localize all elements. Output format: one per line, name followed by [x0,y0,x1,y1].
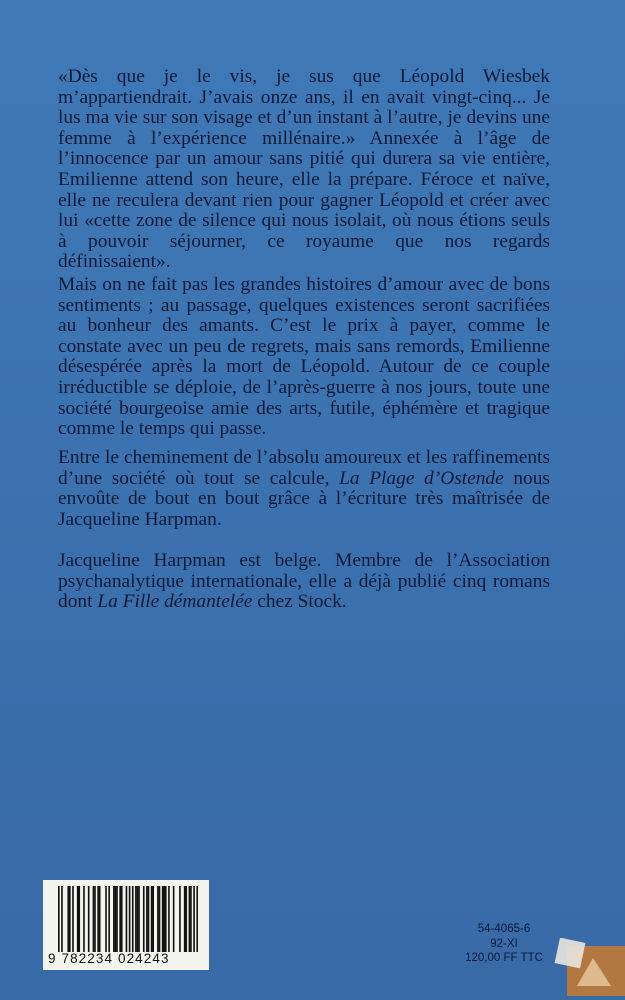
blurb-paragraph-2 [58,275,550,440]
barcode-bar [196,886,198,952]
barcode-bar [88,886,90,952]
barcode-bar [185,886,187,952]
barcode-bar [126,886,128,952]
barcode-bar [162,886,164,952]
barcode-bar [94,886,96,952]
barcode-bar [69,886,71,952]
barcode-bar [152,886,154,952]
isbn-digits: 9 782234 024243 [48,951,170,966]
barcode-bar [72,886,74,952]
barcode-bar [143,886,145,952]
barcode-bar [78,886,80,952]
barcode-bar [189,886,191,952]
barcode-bar [159,886,161,952]
barcode-bar [146,886,148,952]
barcode-bar [121,886,123,952]
watermark-logo [553,938,625,996]
barcode-bar [168,886,170,952]
blurb-paragraph-text [58,448,550,530]
blurb-text-run: «Dès que je le vis, je sus que Léopold Wiesbek m’appartiendrait. J’avais onze ans, il en avait vingt-cinq... Je lus ma vie sur son visage et d’un instant à l’autre, je devins une femme à l’expérience millénaire.» Annexée à l’âge de l’innocence par un amour sans pitié qui durera sa vie entière, Emilienne attend son heure, elle la prépare. Féroce et naïve, elle ne reculera devant rien pour gagner Léopold et créer avec lui «cette zone de silence qui nous isolait, où nous étions seuls à pouvoir séjourner, ce royaume que nos regards définissaient». [58,66,550,273]
barcode-bar [77,886,79,952]
barcode-bar [173,886,175,952]
barcode-bar [193,886,195,952]
barcode-bar [137,886,139,952]
barcode-bar [113,886,115,952]
barcode-bar [99,886,101,952]
blurb-paragraph-text [58,275,550,440]
barcode-bar [115,886,117,952]
barcode-bar [165,886,167,952]
barcode-bar [116,886,118,952]
barcode-bar [184,886,186,952]
barcode-bar [67,886,69,952]
blurb-text-run: chez Stock. [252,591,347,613]
blurb-paragraph-1 [58,67,550,273]
barcode-bar [129,886,131,952]
reference-code-2: 92-XI [490,937,518,950]
barcode-bar [148,886,150,952]
barcode-bar [157,886,159,952]
book-title-italic: La Fille démantelée [97,591,253,613]
blurb-paragraph-text [58,551,550,613]
author-bio-paragraph [58,551,550,613]
reference-codes [458,922,550,966]
barcode-bar [108,886,110,952]
blurb-paragraph-text [58,67,550,273]
barcode [58,886,198,952]
barcode-bar [179,886,181,952]
reference-code-1: 54-4065-6 [477,923,531,935]
price-label: 120,00 FF TTC [465,952,543,964]
book-title-italic: La Plage d’Ostende [339,467,504,489]
barcode-bar [119,886,121,952]
barcode-bar [61,886,63,952]
barcode-bar [151,886,153,952]
barcode-bar [132,886,134,952]
barcode-bar [93,886,95,952]
blurb-text-run: Jacqueline Harpman est belge. Membre de l’Association psychanalytique internationale, elle a déjà publié cinq romans dont [58,550,550,613]
blurb-text-run: nous envoûte de bout en bout grâce à l’écriture très maîtrisée de Jacqueline Harpman. [58,467,550,530]
barcode-bar [83,886,85,952]
barcode-bar [105,886,107,952]
barcode-bar [163,886,165,952]
barcode-bar [58,886,60,952]
blurb-paragraph-3 [58,448,550,530]
blurb-text-run: Mais on ne fait pas les grandes histoires d’amour avec de bons sentiments ; au passage, quelques existences seront sacrifiées au bonheur des amants. C’est le prix à payer, comme le constate avec un peu de regrets, mais sans remords, Emilienne désespérée après la mort de Léopold. Autour de ce couple irréductible se déploie, de l’après-guerre à nos jours, toute une société bourgeoise amie des arts, futile, éphémère et tragique comme le temps qui passe. [58,274,550,440]
barcode-bar [97,886,99,952]
barcode-bar [135,886,137,952]
barcode-bar [190,886,192,952]
barcode-bar [138,886,140,952]
blurb-text-run: Entre le cheminement de l’absolu amoureux et les raffinements d’une société où tout se calcule, [58,447,550,489]
